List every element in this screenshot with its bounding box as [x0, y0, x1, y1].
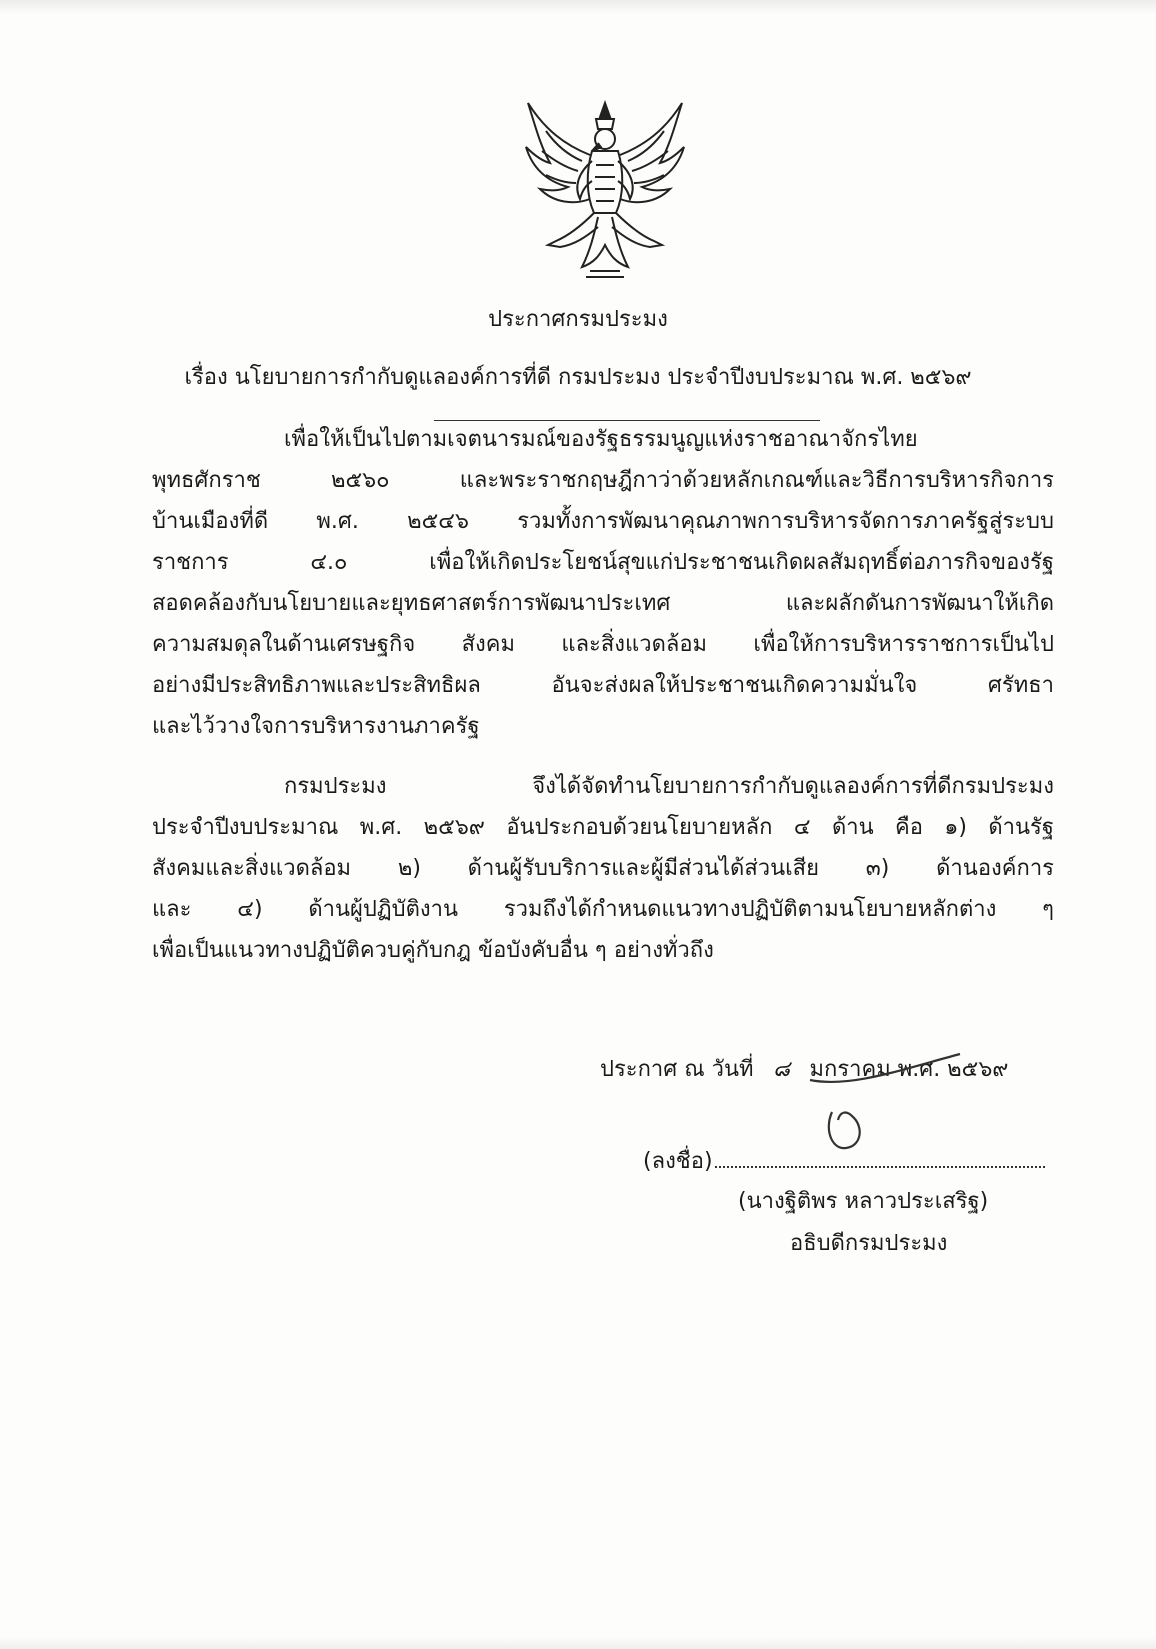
- title-divider: [434, 420, 820, 421]
- paragraph-1-line: ราชการ ๔.๐ เพื่อให้เกิดประโยชน์สุขแก่ประชาชนเกิดผลสัมฤทธิ์ต่อภารกิจของรัฐ: [152, 550, 1054, 575]
- paragraph-1-line: ความสมดุลในด้านเศรษฐกิจ สังคม และสิ่งแวดล้อม เพื่อให้การบริหารราชการเป็นไป: [152, 632, 1054, 657]
- announce-day: ๘: [773, 1057, 791, 1082]
- announce-month-year: มกราคม พ.ศ. ๒๕๖๙: [809, 1057, 1009, 1082]
- paragraph-1-line: และไว้วางใจการบริหารงานภาครัฐ: [152, 714, 480, 739]
- paragraph-2-line: สังคมและสิ่งแวดล้อม ๒) ด้านผู้รับบริการและผู้มีส่วนได้ส่วนเสีย ๓) ด้านองค์การ: [152, 856, 1054, 881]
- signer-name: (นางฐิติพร หลาวประเสริฐ): [738, 1189, 989, 1214]
- paragraph-1-line: บ้านเมืองที่ดี พ.ศ. ๒๕๔๖ รวมทั้งการพัฒนาคุณภาพการบริหารจัดการภาครัฐสู่ระบบ: [152, 509, 1054, 534]
- document-subject: เรื่อง นโยบายการกำกับดูแลองค์การที่ดี กรมประมง ประจำปีงบประมาณ พ.ศ. ๒๕๖๙: [184, 365, 972, 390]
- signature-line: [643, 1146, 1045, 1177]
- paragraph-2-line: กรมประมง จึงได้จัดทำนโยบายการกำกับดูแลองค์การที่ดีกรมประมง: [284, 774, 1054, 799]
- paragraph-2-line: ประจำปีงบประมาณ พ.ศ. ๒๕๖๙ อันประกอบด้วยนโยบายหลัก ๔ ด้าน คือ ๑) ด้านรัฐ: [152, 815, 1054, 840]
- paragraph-2-line: เพื่อเป็นแนวทางปฏิบัติควบคู่กับกฎ ข้อบังคับอื่น ๆ อย่างทั่วถึง: [152, 938, 714, 963]
- garuda-emblem-icon: [520, 95, 690, 280]
- scan-top-edge: [0, 0, 1156, 14]
- scan-bottom-edge: [0, 1637, 1156, 1649]
- paragraph-2-line: และ ๔) ด้านผู้ปฏิบัติงาน รวมถึงได้กำหนดแนวทางปฏิบัติตามนโยบายหลักต่าง ๆ: [152, 897, 1054, 922]
- paragraph-1-line: เพื่อให้เป็นไปตามเจตนารมณ์ของรัฐธรรมนูญแห่งราชอาณาจักรไทย: [284, 427, 918, 452]
- paragraph-1-line: อย่างมีประสิทธิภาพและประสิทธิผล อันจะส่งผลให้ประชาชนเกิดความมั่นใจ ศรัทธา: [152, 673, 1054, 698]
- signature-label: (ลงชื่อ): [643, 1149, 713, 1174]
- paragraph-1-line: สอดคล้องกับนโยบายและยุทธศาสตร์การพัฒนาประเทศ และผลักดันการพัฒนาให้เกิด: [152, 591, 1054, 616]
- signature-dots: [715, 1146, 1045, 1168]
- handwritten-signature-icon: [770, 1050, 990, 1160]
- document-title: ประกาศกรมประมง: [488, 307, 668, 332]
- announce-prefix: ประกาศ ณ วันที่: [600, 1057, 754, 1082]
- paragraph-1-line: พุทธศักราช ๒๕๖๐ และพระราชกฤษฎีกาว่าด้วยหลักเกณฑ์และวิธีการบริหารกิจการ: [152, 468, 1054, 493]
- signer-position: อธิบดีกรมประมง: [790, 1231, 948, 1256]
